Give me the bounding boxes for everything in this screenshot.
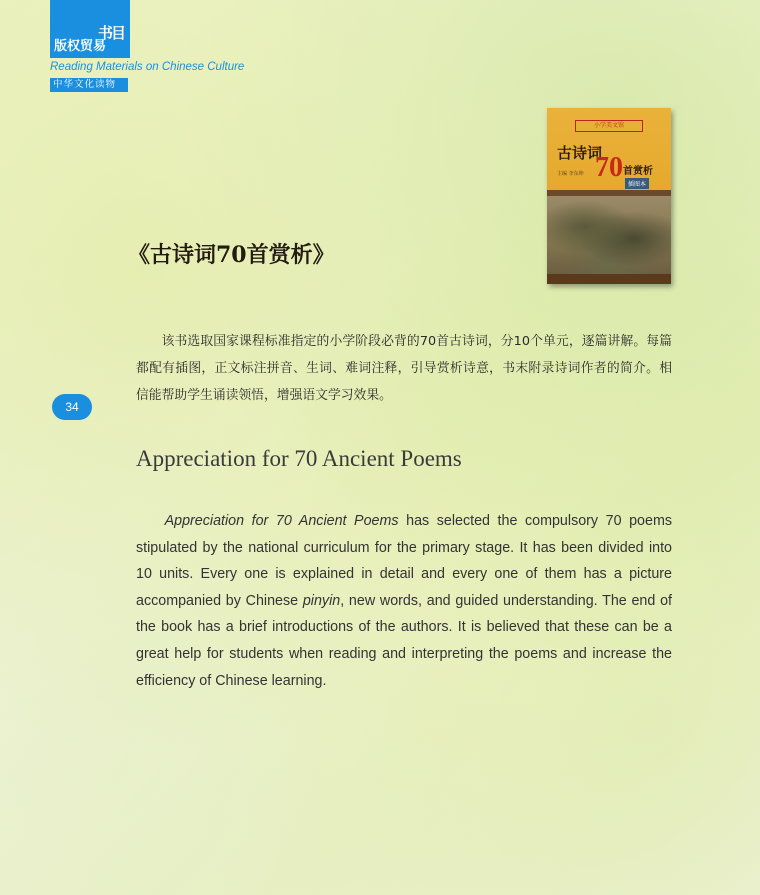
section-title: 版权贸易	[54, 39, 107, 54]
english-description	[136, 508, 672, 694]
cover-badge: 小学美文馆	[575, 120, 643, 132]
english-description-text-2: , new words, and guided understanding. The end of the book has a brief introductions of the authors. It is believed that these can be a great help for students when reading and interpreting the poems and increase the efficiency of Chinese learning.	[136, 592, 673, 689]
chinese-description: 该书选取国家课程标准指定的小学阶段必背的70首古诗词，分10个单元，逐篇讲解。每篇都配有插图，正文标注拼音、生词、难词注释，引导赏析诗意，书末附录诗词作者的简介。相信能帮助学生诵读领悟，增强语文学习效果。	[136, 334, 672, 403]
cover-subtitle: 首赏析	[623, 166, 653, 177]
english-description-pinyin: pinyin	[302, 592, 341, 609]
cover-tag: 插图本	[625, 178, 649, 189]
page-number: 34	[52, 394, 92, 420]
english-book-title: Appreciation for 70 Ancient Poems	[136, 446, 462, 471]
book-list-icon: 书目	[97, 24, 124, 42]
cover-landscape-painting	[547, 196, 671, 274]
series-title-chinese: 中华文化读物	[50, 78, 128, 92]
chinese-book-title: 《古诗词70首赏析》	[128, 242, 335, 268]
cover-number: 70	[595, 152, 623, 183]
cover-title: 古诗词	[557, 144, 603, 162]
book-cover-image	[547, 108, 671, 284]
section-tab	[50, 0, 130, 58]
series-title-english: Reading Materials on Chinese Culture	[50, 61, 245, 73]
english-description-text-1: has selected the compulsory 70 poems stipulated by the national curriculum for the primary stage. It has been divided into 10 units. Every one is explained in detail and every one of them has a picture accompanied by Chinese	[136, 513, 673, 609]
english-description-title: Appreciation for 70 Ancient Poems	[164, 513, 399, 529]
cover-publisher-strip	[547, 274, 671, 284]
cover-author: 主编 李东坤	[557, 171, 584, 177]
